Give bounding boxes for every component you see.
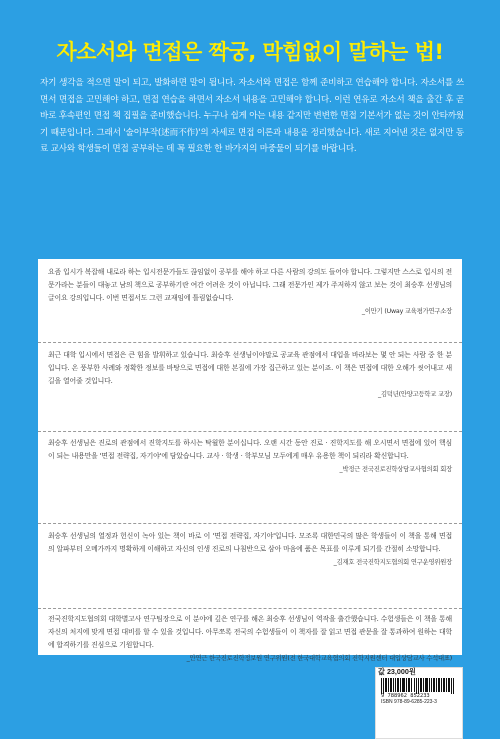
recommendation-panel bbox=[38, 259, 462, 662]
intro-paragraph: 자기 생각을 적으면 말이 되고, 발화하면 말이 됩니다. 자소서와 면접은 함께 준비하고 연습해야 합니다. 자소서를 쓰면서 면접을 고민해야 하고, 면접 연습을 하면서 자소서 내용을 고민해야 합니다. 이런 연유로 자소서 책을 출간 후 곧바로 후속편인 면접 책 집필을 준비했습니다. 누구나 쉽게 아는 내용 같지만 변변한 면접 기본서가 없는 것이 안타까웠기 때문입니다. 그래서 '술이부작(述而不作)'의 자세로 면접 이론과 내용을 정리했습니다. 새로 지어낸 것은 없지만 동료 교사와 학생들이 면접 공부하는 데 꼭 필요한 한 바가지의 마중물이 되기를 바랍니다. bbox=[40, 78, 464, 155]
recommendation-2 bbox=[48, 349, 452, 401]
recommendation-4 bbox=[48, 530, 452, 569]
recommendation-signature: _김재호 전국진학지도협의회 연구운영위원장 bbox=[333, 559, 452, 566]
divider bbox=[38, 342, 462, 343]
recommendation-3 bbox=[48, 437, 452, 476]
recommendation-5 bbox=[48, 613, 452, 665]
headline: 자소서와 면접은 짝궁, 막힘없이 말하는 법! bbox=[56, 40, 444, 64]
recommendation-text: 최승후 선생님은 진로의 관점에서 진학지도를 하시는 탁월한 분이십니다. 오랜 시간 동안 진로 · 진학지도를 해 오시면서 면접에 있어 핵심이 되는 내용만을 '면접 전략집, 자기야'에 담았습니다. 교사 · 학생 · 학부모님 모두에게 매우 유용한 책이 되리라 확신합니다. bbox=[48, 439, 452, 460]
recommendation-signature: _박정근 전국진로진학상담교사협의회 회장 bbox=[339, 466, 452, 473]
barcode-graphic bbox=[381, 678, 455, 694]
recommendation-1 bbox=[48, 266, 452, 318]
barcode-digits: 9 788962 852233 bbox=[381, 693, 430, 699]
recommendation-signature: _김덕년(안양고등학교 교장) bbox=[378, 391, 452, 398]
recommendation-text: 최승후 선생님의 열정과 헌신이 녹아 있는 책이 바로 이 '면접 전략집, 자기야'입니다. 모조록 대한민국의 많은 학생들이 이 책을 통해 면접의 알파부터 오메가까지 명확하게 이해하고 자신의 인생 진로의 나침반으로 삼아 마음에 품은 목표를 이루게 되기를 간절히 소망합니다. bbox=[48, 532, 452, 553]
recommendation-text: 요즘 입시가 복잡해 내로라 하는 입시전문가들도 끊임없이 공부를 해야 하고 다른 사람의 강의도 들어야 합니다. 그렇지만 스스로 입시의 전문가라는 분들이 대놓고 남의 책으로 공부하기란 여간 어려운 것이 아닙니다. 그래 전문가인 제가 주저하지 않고 보는 것이 최승후 선생님의 글이요 강의입니다. 이번 면접서도 그런 교재임에 틀림없습니다. bbox=[48, 268, 452, 302]
isbn-label: ISBN 978-89-6285-223-3 bbox=[381, 699, 437, 705]
divider bbox=[38, 608, 462, 609]
recommendation-text: 전국진학지도협의회 대학별고사 연구팀장으로 이 분야에 깊은 연구를 해온 최승후 선생님이 역작을 출간했습니다. 수험생들은 이 책을 통해 자신의 처지에 맞게 면접 대비를 할 수 있을 것입니다. 아무쪼록 전국의 수험생들이 이 책자를 잘 읽고 면접 관문을 잘 통과하여 원하는 대학에 합격하기를 진심으로 기원합니다. bbox=[48, 615, 452, 649]
price-label: 값 23,000원 bbox=[378, 667, 416, 676]
recommendation-text: 최근 대학 입시에서 면접은 큰 힘을 발휘하고 있습니다. 최승후 선생님이야말로 공교육 관점에서 대입을 바라보는 몇 안 되는 사람 중 한 분입니다. 온 풍부한 사례와 정확한 정보를 바탕으로 면접에 대한 본질에 가장 집근하고 있는 분이죠. 이 책은 면접에 대한 오해가 씻어내고 새 길을 열어줄 것입니다. bbox=[48, 351, 452, 385]
divider bbox=[38, 431, 462, 432]
divider bbox=[38, 523, 462, 524]
recommendation-signature: _이만기 (Uway 교육평가연구소장 bbox=[361, 308, 452, 315]
recommendation-signature: _안연근 한국진로진학정보원 연구위원(전 한국대학교육협의회 진학지원센터 대입상담교사 수석대표) bbox=[186, 655, 452, 662]
